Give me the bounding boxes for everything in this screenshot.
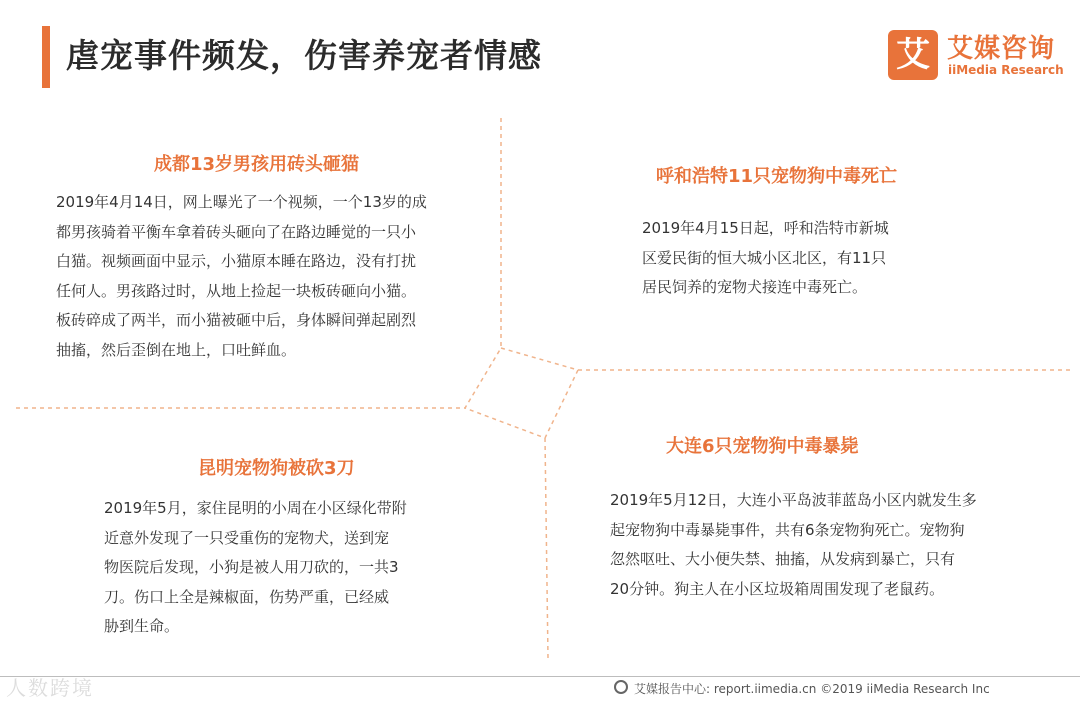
case-line: 居民饲养的宠物犬接连中毒死亡。 <box>642 278 868 296</box>
case-line: 白猫。视频画面中显示，小猫原本睡在路边，没有打扰 <box>56 252 417 270</box>
case-title-dalian: 大连6只宠物狗中毒暴毙 <box>666 436 859 457</box>
case-line: 2019年4月14日，网上曝光了一个视频，一个13岁的成 <box>56 193 427 211</box>
case-line: 板砖碎成了两半，而小猫被砸中后，身体瞬间弹起剧烈 <box>56 311 417 329</box>
case-line: 2019年5月12日，大连小平岛波菲蓝岛小区内就发生多 <box>610 491 977 509</box>
case-body-kunming <box>104 494 407 642</box>
case-title-chengdu: 成都13岁男孩用砖头砸猫 <box>154 154 360 175</box>
case-line: 忽然呕吐、大小便失禁、抽搐，从发病到暴亡，只有 <box>610 550 956 568</box>
case-line: 区爱民街的恒大城小区北区，有11只 <box>642 248 887 267</box>
case-line: 物医院后发现，小狗是被人用刀砍的，一共3 <box>104 558 399 576</box>
footer-logo-icon <box>614 680 628 694</box>
logo-english-name: iiMedia Research <box>948 63 1064 77</box>
footer-text: 艾媒报告中心: report.iimedia.cn ©2019 iiMedia Research Inc <box>634 682 990 696</box>
logo-chinese-name: 艾媒咨询 <box>947 34 1056 64</box>
case-title-hohhot: 呼和浩特11只宠物狗中毒死亡 <box>656 166 898 187</box>
case-line: 起宠物狗中毒暴毙事件，共有6条宠物狗死亡。宠物狗 <box>610 520 965 539</box>
page-title: 虐宠事件频发，伤害养宠者情感 <box>66 36 542 75</box>
iimedia-logo-icon: 艾 <box>888 30 938 80</box>
divider-bottom <box>545 438 548 658</box>
case-line: 2019年5月，家住昆明的小周在小区绿化带附 <box>104 499 407 517</box>
case-body-chengdu <box>56 188 427 365</box>
case-line: 近意外发现了一只受重伤的宠物犬，送到宠 <box>104 528 390 547</box>
center-diamond <box>465 348 578 438</box>
case-line: 2019年4月15日起，呼和浩特市新城 <box>642 219 889 237</box>
case-line: 刀。伤口上全是辣椒面，伤势严重，已经威 <box>104 587 390 606</box>
case-title-kunming: 昆明宠物狗被砍3刀 <box>198 458 355 479</box>
case-body-dalian <box>610 486 977 604</box>
footer-divider <box>0 676 1080 677</box>
case-body-hohhot <box>642 214 889 303</box>
case-line: 抽搐，然后歪倒在地上，口吐鲜血。 <box>56 340 297 359</box>
watermark: 人数跨境 <box>6 676 94 700</box>
case-line: 20分钟。狗主人在小区垃圾箱周围发现了老鼠药。 <box>610 579 945 598</box>
case-line: 任何人。男孩路过时，从地上捡起一块板砖砸向小猫。 <box>56 281 417 300</box>
case-line: 胁到生命。 <box>104 617 180 635</box>
case-line: 都男孩骑着平衡车拿着砖头砸向了在路边睡觉的一只小 <box>56 222 417 241</box>
